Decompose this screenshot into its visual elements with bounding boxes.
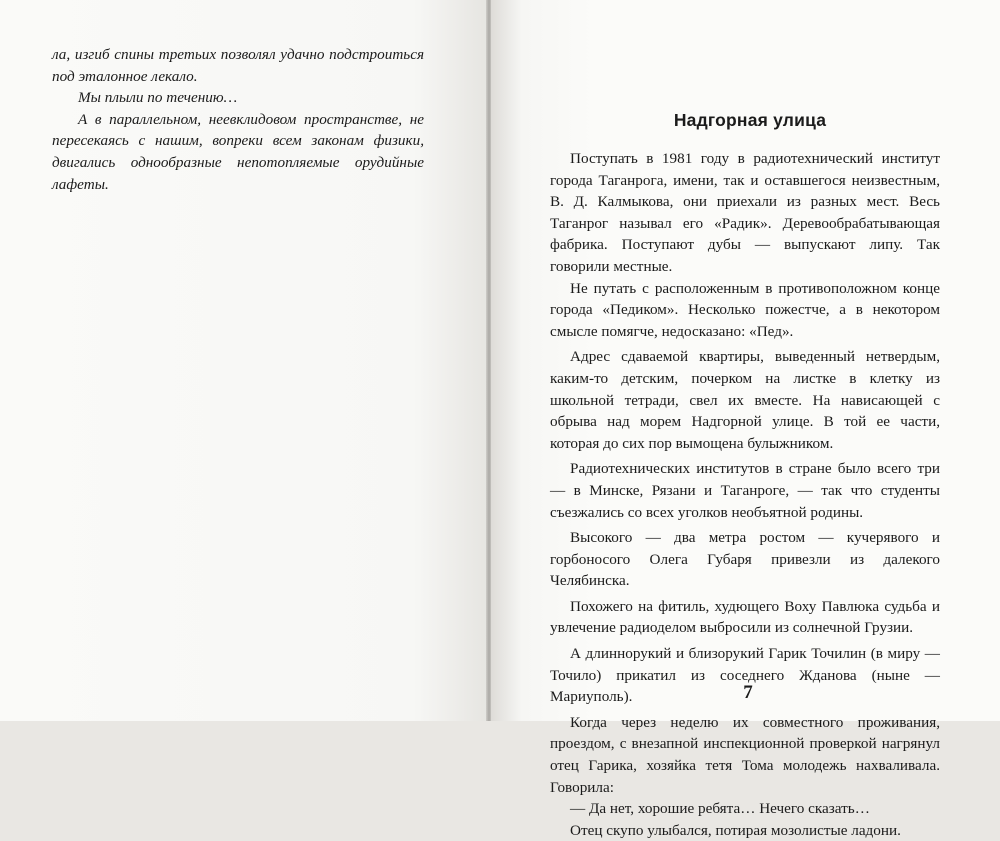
left-paragraph: Мы плыли по течению… [78, 89, 238, 107]
right-paragraph: — Да нет, хорошие ребята… Нечего сказать… [570, 800, 870, 818]
left-page-text [52, 44, 424, 195]
right-page-text [550, 148, 940, 841]
left-paragraph: А в параллельном, неевклидовом пространстве, не пересекаясь с нашим, вопреки всем законам физики, двигались однообразные непотопляемые орудийные лафеты. [52, 110, 424, 193]
page-number: 7 [743, 682, 753, 703]
right-paragraph: Отец скупо улыбался, потирая мозолистые ладони. [570, 821, 901, 839]
right-paragraph: Радиотехнических институтов в стране было всего три — в Минске, Рязани и Таганроге, — так что студенты съезжались со всех уголков необъятной родины. [550, 460, 940, 521]
chapter-title: Надгорная улица [673, 110, 827, 130]
right-paragraph: Поступать в 1981 году в радиотехнический институт города Таганрога, имени, так и оставшегося неизвестным, В. Д. Калмыкова, они приехали из разных мест. Весь Таганрог называл его «Радик». Деревообрабатывающая фабрика. Поступают дубы — выпускают липу. Так говорили местные. [550, 150, 940, 275]
left-page [0, 0, 487, 721]
right-paragraph: Когда через неделю их совместного проживания, проездом, с внезапной инспекционной проверкой нагрянул отец Гарика, хозяйка тетя Тома молодежь нахваливала. Говорила: [550, 713, 940, 796]
right-paragraph: Адрес сдаваемой квартиры, выведенный нетвердым, каким-то детским, почерком на листке в клетку из школьной тетради, свел их вместе. На нависающей с обрыва над морем Надгорной улице. В той ее части, которая до сих пор вымощена булыжником. [550, 348, 940, 452]
right-paragraph: Не путать с расположенным в противоположном конце города «Педиком». Несколько пожестче, а в некотором смысле помягче, недосказано: «Пед». [550, 279, 940, 340]
right-paragraph: Высокого — два метра ростом — кучерявого и горбоносого Олега Губаря привезли из далекого Челябинска. [550, 529, 940, 590]
left-paragraph: ла, изгиб спины третьих позволял удачно подстроиться под эталонное лекало. [52, 46, 424, 85]
right-paragraph: Похожего на фитиль, худющего Воху Павлюка судьба и увлечение радиоделом выбросили из солнечной Грузии. [550, 597, 940, 637]
right-paragraph: А длиннорукий и близорукий Гарик Точилин (в миру — Точило) прикатил из соседнего Жданова (ныне — Мариуполь). [550, 645, 940, 706]
